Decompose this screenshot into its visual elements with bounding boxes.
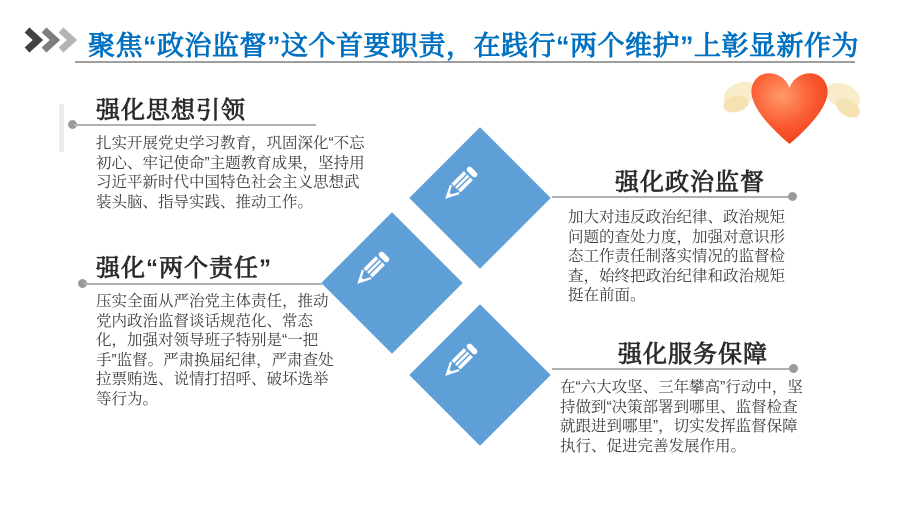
section-title-two-responsibilities: 强化“两个责任” <box>96 255 272 282</box>
section-body-thought-leadership: 扎实开展党史学习教育，巩固深化“不忘初心、牢记使命”主题教育成果，坚持用习近平新时代中国特色社会主义思想武装头脑、指导实践、推动工作。 <box>96 135 365 211</box>
connector-line <box>552 368 791 370</box>
connector-dot <box>789 364 798 373</box>
triple-chevron-icon <box>24 27 82 53</box>
section-body-service-guarantee: 在“六大攻坚、三年攀高”行动中，坚持做到“决策部署到哪里、监督检查就跟进到哪里”，切实发挥监督保障执行、促进完善发展作用。 <box>560 379 803 455</box>
connector-dot <box>788 192 797 201</box>
section-body-two-responsibilities: 压实全面从严治党主体责任，推动党内政治监督谈话规范化、常态化，加强对领导班子特别是“一把手”监督。严肃换届纪律，严肃查处拉票贿选、说情打招呼、破坏选举等行为。 <box>96 293 334 408</box>
heart-shape <box>751 73 827 144</box>
right-wing <box>822 78 865 122</box>
winged-heart-icon <box>712 58 867 153</box>
section-body-political-supervision: 加大对违反政治纪律、政治规矩问题的查处力度，加强对意识形态工作责任制落实情况的监督检查，始终把政治纪律和政治规矩挺在前面。 <box>568 209 786 304</box>
connector-line <box>74 124 316 126</box>
diamond-top <box>409 127 550 268</box>
diamond-left <box>321 212 462 353</box>
accent-bar <box>59 104 64 152</box>
section-title-political-supervision: 强化政治监督 <box>615 169 765 196</box>
connector-line <box>84 283 322 285</box>
connector-line <box>552 196 790 198</box>
page-title: 聚焦“政治监督”这个首要职责，在践行“两个维护”上彰显新作为 <box>88 31 859 61</box>
section-title-thought-leadership: 强化思想引领 <box>96 97 246 124</box>
diamond-bottom <box>409 304 550 445</box>
section-title-service-guarantee: 强化服务保障 <box>618 341 768 368</box>
